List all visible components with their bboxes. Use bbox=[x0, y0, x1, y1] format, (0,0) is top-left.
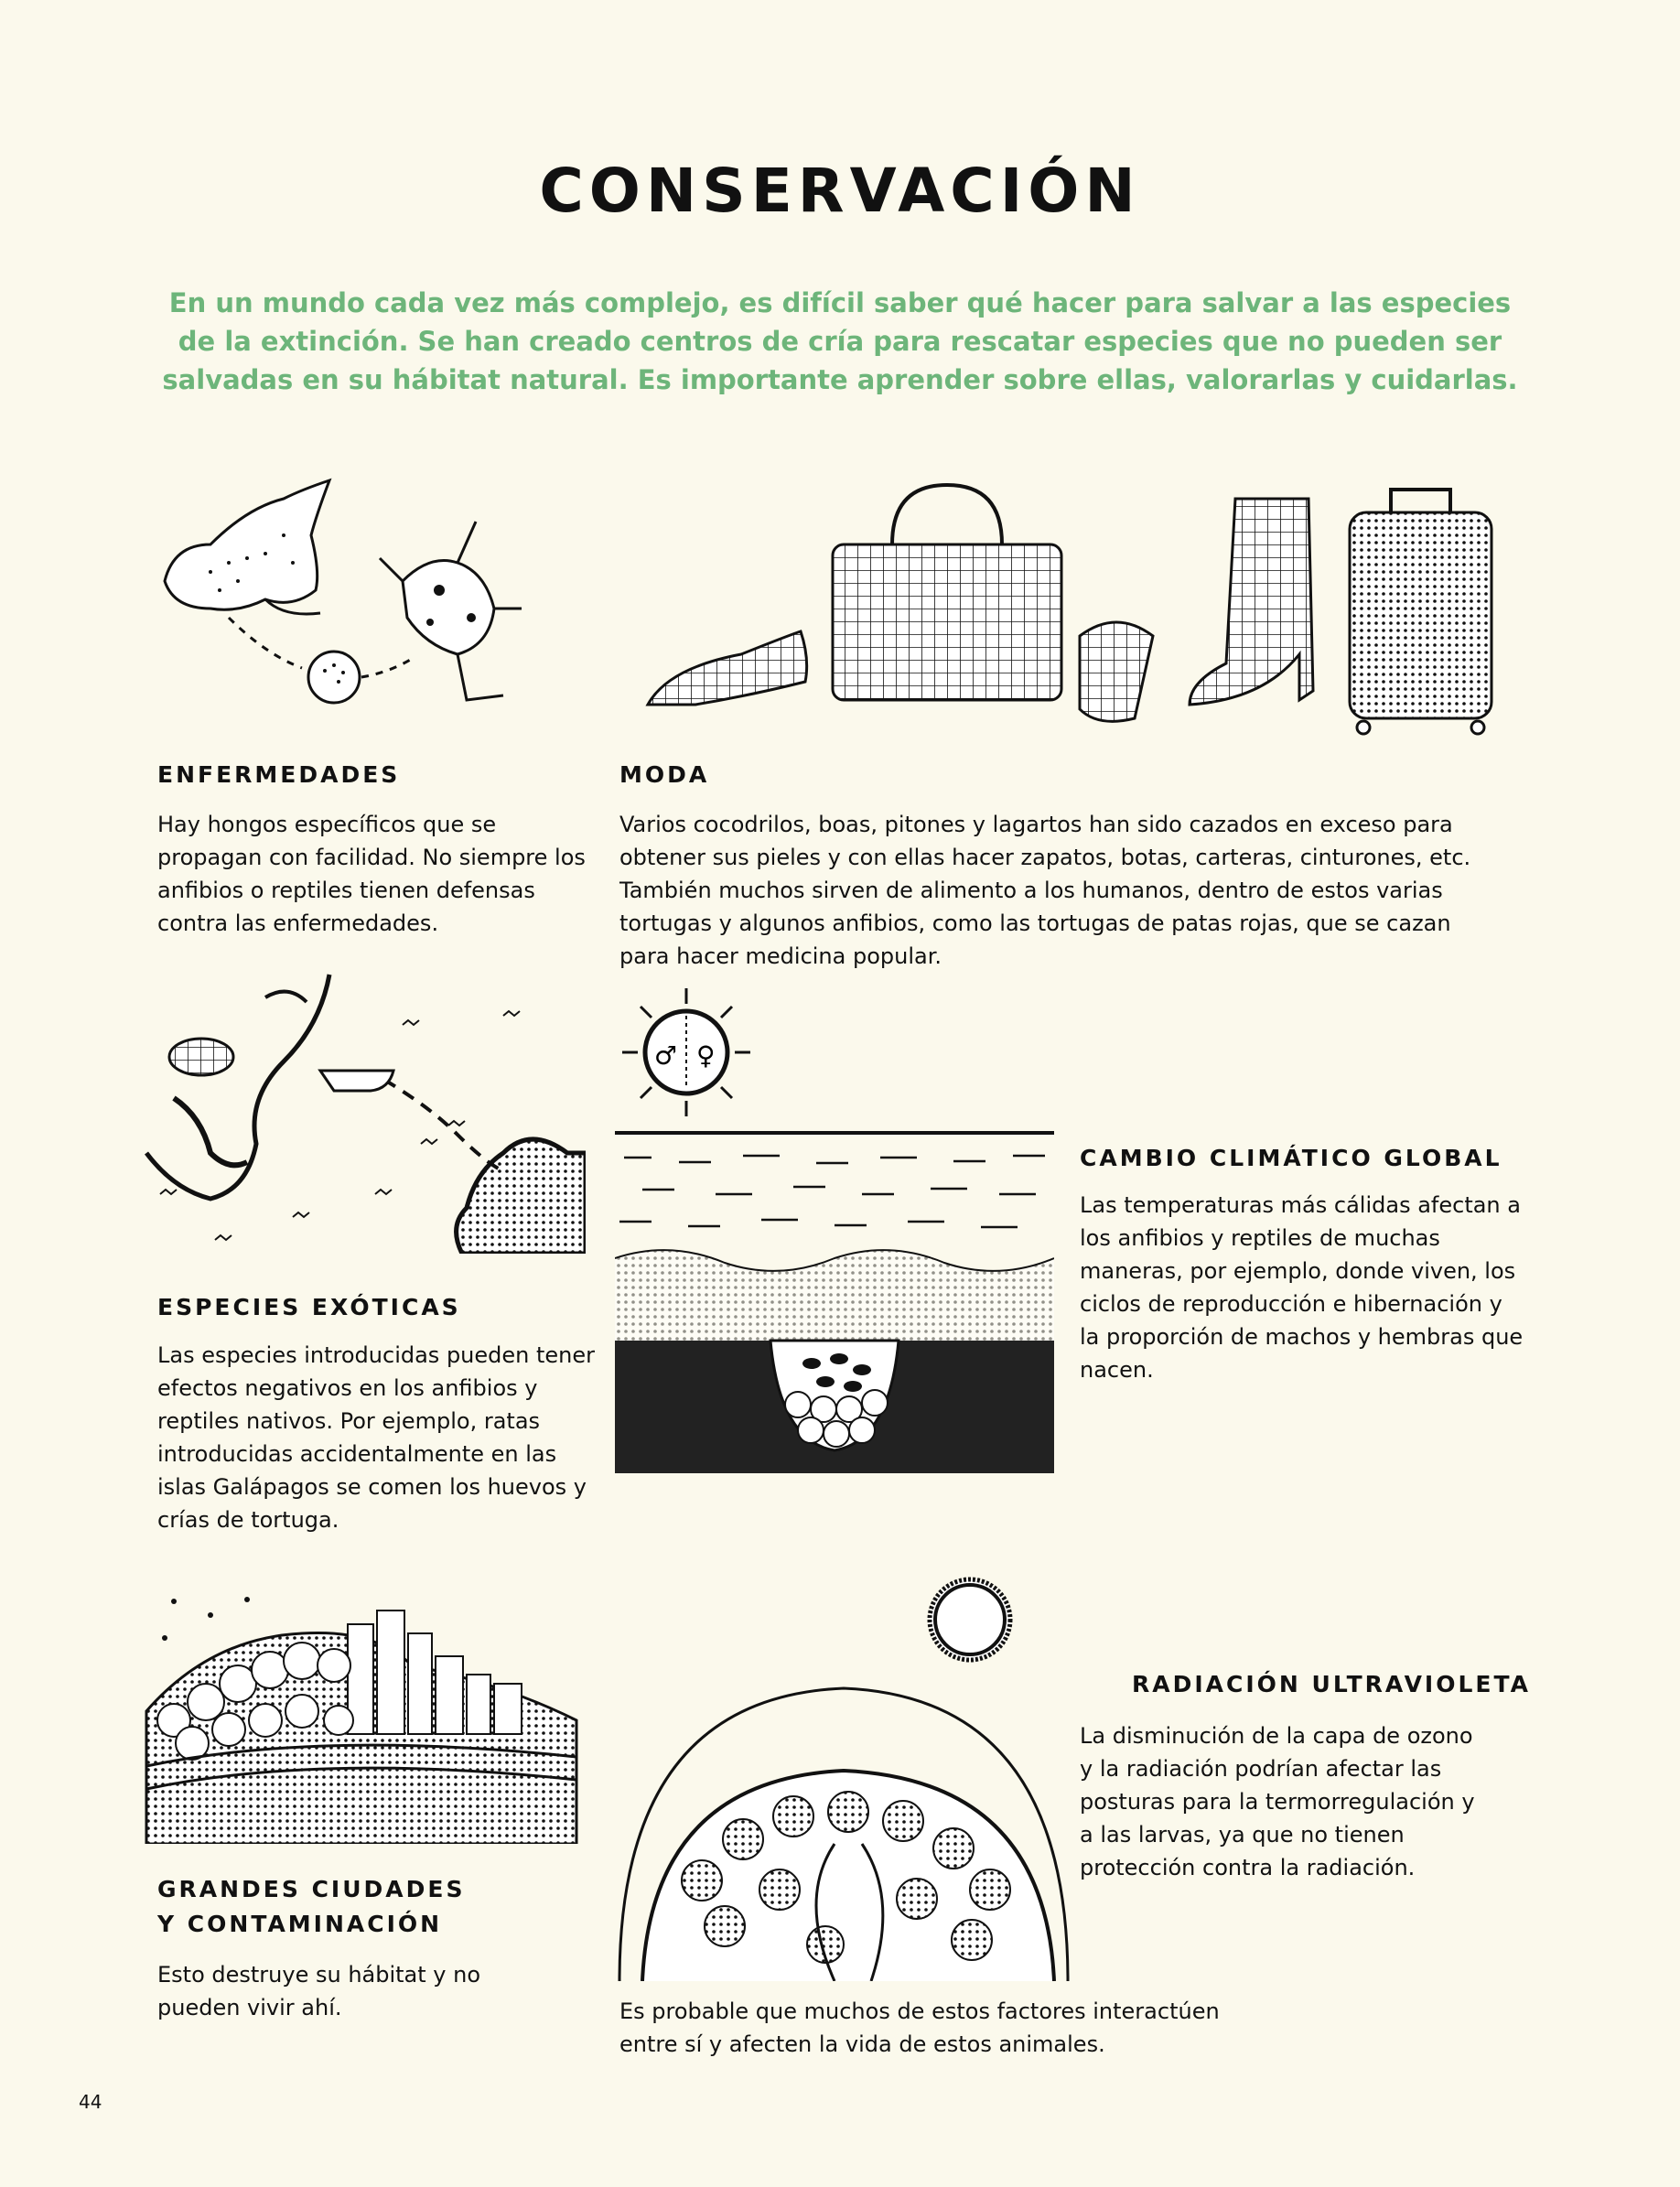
frog-disease-illustration bbox=[156, 471, 540, 727]
boot-icon bbox=[1190, 499, 1313, 705]
sun-gender-illustration bbox=[618, 984, 755, 1121]
section-text-radiacion: La disminución de la capa de ozono y la radiación podrían afectar las posturas para la termorregulación y a las larvas, ya que no tienen protección contra la radiación. bbox=[1080, 1723, 1475, 1880]
handbag-icon bbox=[833, 544, 1061, 700]
ozone-dome-illustration bbox=[615, 1679, 1072, 1981]
turtle-nest-illustration bbox=[615, 1130, 1054, 1473]
lizard-icon bbox=[174, 1098, 247, 1165]
section-heading-ciudades-line2: Y CONTAMINACIÓN bbox=[157, 1911, 443, 1937]
section-text-especies-exoticas: Las especies introducidas pueden tener efectos negativos en los anfibios y reptiles nativos. Por ejemplo, ratas introducidas accidentalmente en las islas Galápagos se comen los huevos y crías de tortuga. bbox=[157, 1342, 596, 1533]
city-pollution-illustration bbox=[137, 1583, 586, 1844]
small-frog-icon bbox=[265, 992, 307, 1002]
female-symbol-icon: ♀ bbox=[696, 1040, 716, 1071]
belt-icon bbox=[1080, 622, 1153, 721]
fashion-items-illustration bbox=[641, 480, 1510, 737]
sun-icon bbox=[920, 1569, 1020, 1670]
section-heading-especies-exoticas: ESPECIES EXÓTICAS bbox=[157, 1294, 461, 1320]
exotic-species-illustration bbox=[137, 970, 586, 1254]
page-title: CONSERVACIÓN bbox=[539, 156, 1141, 226]
section-heading-enfermedades: ENFERMEDADES bbox=[157, 761, 401, 788]
boat-icon bbox=[320, 1071, 393, 1091]
male-symbol-icon: ♂ bbox=[654, 1040, 678, 1071]
intro-paragraph: En un mundo cada vez más complejo, es difícil saber qué hacer para salvar a las especies de la extinción. Se han creado centros de cría para rescatar especies que no pueden ser salvadas en su hábitat natural. Es importante aprender sobre ellas, valorarlas y cuidarlas. bbox=[162, 287, 1518, 395]
section-heading-radiacion: RADIACIÓN ULTRAVIOLETA bbox=[1132, 1671, 1531, 1697]
turtle-icon bbox=[169, 1039, 233, 1075]
closing-paragraph: Es probable que muchos de estos factores interactúen entre sí y afecten la vida de estos animales. bbox=[619, 1998, 1220, 2057]
section-text-ciudades: Esto destruye su hábitat y no pueden vivir ahí. bbox=[157, 1962, 481, 2020]
page-number: 44 bbox=[79, 2091, 102, 2113]
section-text-cambio-climatico: Las temperaturas más cálidas afectan a los anfibios y reptiles de muchas maneras, por ejemplo, donde viven, los ciclos de reproducción e hibernación y la proporción de machos y hembras que nacen. bbox=[1080, 1192, 1524, 1383]
suitcase-icon bbox=[1350, 512, 1492, 718]
section-heading-ciudades-line1: GRANDES CIUDADES bbox=[157, 1876, 466, 1902]
section-text-enfermedades: Hay hongos específicos que se propagan con facilidad. No siempre los anfibios o reptiles tienen defensas contra las enfermedades. bbox=[157, 812, 586, 936]
section-text-moda: Varios cocodrilos, boas, pitones y lagartos han sido cazados en exceso para obtener sus pieles y con ellas hacer zapatos, botas, carteras, cinturones, etc. También muchos sirven de alimento a los humanos, dentro de estos varias tortugas y algunos anfibios, como las tortugas de patas rojas, que se cazan para hacer medicina popular. bbox=[619, 812, 1471, 969]
shoe-icon bbox=[648, 631, 807, 705]
section-heading-cambio-climatico: CAMBIO CLIMÁTICO GLOBAL bbox=[1080, 1145, 1502, 1171]
section-heading-moda: MODA bbox=[619, 761, 710, 788]
